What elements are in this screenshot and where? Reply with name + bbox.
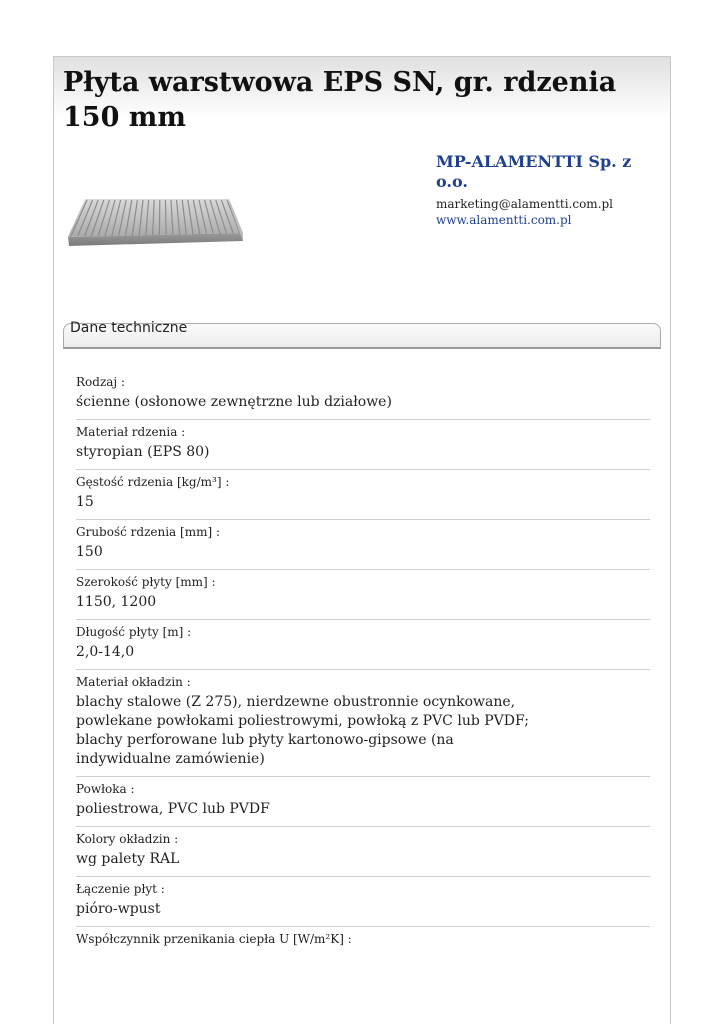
spec-value: 1150, 1200 (76, 594, 157, 610)
spec-row (76, 927, 650, 957)
spec-label: Kolory okładzin : (76, 832, 179, 846)
section-title: Dane techniczne (70, 320, 188, 336)
spec-label: Szerokość płyty [mm] : (76, 575, 216, 589)
spec-value: 2,0-14,0 (76, 644, 135, 660)
spec-value: ścienne (osłonowe zewnętrzne lub działowe) (76, 394, 392, 410)
spec-row (76, 670, 650, 777)
product-image (63, 151, 245, 285)
spec-value: blachy stalowe (Z 275), nierdzewne obustronnie ocynkowane, powlekane powłokami poliestrowymi, powłoką z PVC lub PVDF; blachy perforowane lub płyty kartonowo-gipsowe (na indywidualne zamówienie) (76, 694, 529, 767)
spec-value: 15 (76, 494, 94, 510)
spec-value: poliestrowa, PVC lub PVDF (76, 801, 270, 817)
spec-label: Gęstość rdzenia [kg/m³] : (76, 475, 230, 489)
spec-value: pióro-wpust (76, 901, 161, 917)
spec-label: Powłoka : (76, 782, 135, 796)
spec-label: Współczynnik przenikania ciepła U [W/m²K] : (76, 932, 352, 946)
company-info (436, 152, 666, 228)
company-website-link[interactable]: www.alamentti.com.pl (436, 213, 572, 227)
company-email[interactable]: marketing@alamentti.com.pl (436, 197, 614, 211)
spec-label: Rodzaj : (76, 375, 125, 389)
spec-value: wg palety RAL (76, 851, 180, 867)
spec-row (76, 620, 650, 670)
spec-label: Materiał rdzenia : (76, 425, 186, 439)
company-name: MP-ALAMENTTI Sp. z o.o. (436, 152, 632, 191)
product-card (53, 56, 671, 1024)
spec-row (76, 470, 650, 520)
spec-row (76, 777, 650, 827)
spec-label: Grubość rdzenia [mm] : (76, 525, 221, 539)
spec-value: styropian (EPS 80) (76, 444, 210, 460)
spec-value: 150 (76, 544, 103, 560)
spec-label: Materiał okładzin : (76, 675, 191, 689)
spec-row (76, 877, 650, 927)
spec-row (76, 420, 650, 470)
spec-row (76, 370, 650, 420)
spec-list (76, 370, 650, 957)
section-header (63, 320, 661, 349)
sandwich-panel-image (63, 151, 245, 285)
title-bar (54, 57, 670, 133)
page-title: Płyta warstwowa EPS SN, gr. rdzenia 150 mm (63, 67, 617, 133)
spec-label: Łączenie płyt : (76, 882, 165, 896)
spec-row (76, 570, 650, 620)
spec-row (76, 520, 650, 570)
spec-row (76, 827, 650, 877)
spec-label: Długość płyty [m] : (76, 625, 192, 639)
